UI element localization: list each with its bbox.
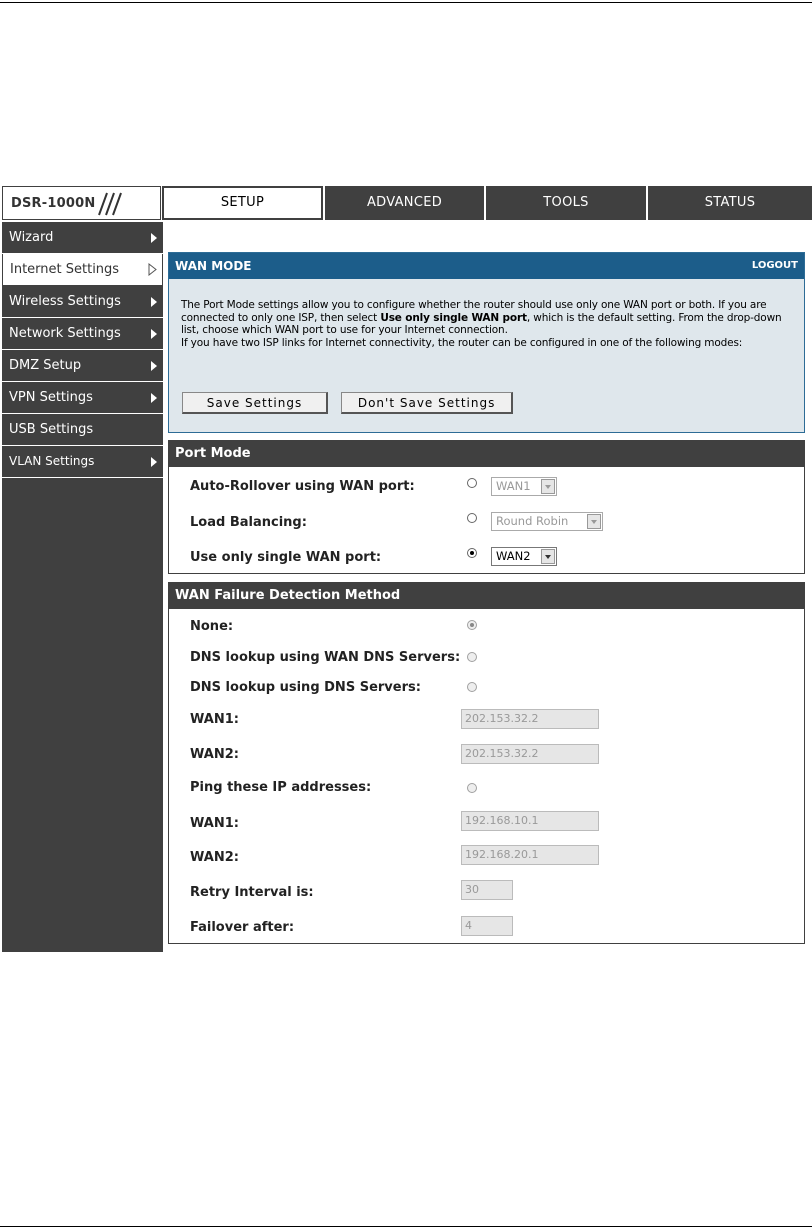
wan-failure-panel (168, 582, 805, 944)
single-wan-port-select[interactable] (491, 547, 557, 566)
port-mode-header: Port Mode (169, 441, 804, 467)
port-mode-panel (168, 440, 805, 574)
dropdown-arrow-icon (541, 549, 555, 564)
select-value: Round Robin (496, 514, 569, 528)
select-value: WAN2 (496, 549, 531, 563)
tab-tools[interactable]: TOOLS (484, 186, 646, 220)
bottom-page-rule (0, 1226, 812, 1227)
description-text: If you have two ISP links for Internet connectivity, the router can be configured in one of the following modes: (181, 336, 743, 349)
wan2-dns-input[interactable]: 202.153.32.2 (461, 744, 599, 764)
dns-wan-servers-label: DNS lookup using WAN DNS Servers: (190, 650, 461, 665)
wan-mode-description (169, 279, 804, 349)
auto-rollover-select[interactable] (491, 477, 557, 496)
sidebar-item-label: Internet Settings (10, 262, 120, 277)
top-page-rule (0, 2, 812, 3)
wan1-ping-label: WAN1: (190, 816, 239, 831)
auto-rollover-radio[interactable] (467, 478, 477, 488)
retry-interval-label: Retry Interval is: (190, 885, 314, 900)
sidebar-item-wireless-settings[interactable] (2, 286, 163, 318)
device-model: DSR-1000N (11, 196, 96, 211)
sidebar-item-label: Wizard (9, 230, 54, 245)
dropdown-arrow-icon (541, 479, 555, 494)
load-balancing-label: Load Balancing: (190, 515, 307, 530)
sidebar-item-label: VLAN Settings (9, 454, 95, 468)
chevron-right-outline-icon (148, 263, 157, 276)
description-text: , which is the default setting. From the drop-down list, choose which WAN port to use for your Internet connection. (181, 311, 782, 336)
wan1-ping-input[interactable]: 192.168.10.1 (461, 811, 599, 831)
device-logo (2, 186, 161, 220)
dont-save-settings-button[interactable]: Don't Save Settings (341, 392, 513, 414)
chevron-right-icon (151, 297, 157, 307)
chevron-right-icon (151, 329, 157, 339)
wan-failure-header: WAN Failure Detection Method (169, 583, 804, 609)
load-balancing-radio[interactable] (467, 513, 477, 523)
ping-ip-radio[interactable] (467, 783, 477, 793)
main-tabs (162, 186, 812, 220)
wan2-dns-label: WAN2: (190, 747, 239, 762)
none-label: None: (190, 619, 234, 634)
panel-title: WAN MODE (175, 259, 252, 273)
select-value: WAN1 (496, 479, 531, 493)
top-header (0, 186, 812, 220)
dns-wan-servers-radio[interactable] (467, 652, 477, 662)
description-text: The Port Mode settings allow you to configure whether the router should use only one WAN port or both. If you are connected to only one ISP, then select (181, 299, 767, 324)
save-settings-button[interactable]: Save Settings (182, 392, 328, 414)
chevron-right-icon (151, 393, 157, 403)
single-wan-port-label: Use only single WAN port: (190, 550, 382, 565)
wan-mode-header (169, 253, 804, 279)
sidebar-item-internet-settings[interactable] (2, 254, 163, 286)
tab-advanced[interactable]: ADVANCED (323, 186, 484, 220)
chevron-right-icon (151, 233, 157, 243)
sidebar-item-vpn-settings[interactable] (2, 382, 163, 414)
sidebar-item-label: USB Settings (9, 422, 94, 437)
action-buttons (182, 392, 521, 414)
wan2-ping-label: WAN2: (190, 850, 239, 865)
auto-rollover-label: Auto-Rollover using WAN port: (190, 479, 415, 494)
sidebar-item-usb-settings[interactable] (2, 414, 163, 446)
dns-servers-radio[interactable] (467, 682, 477, 692)
sidebar-item-dmz-setup[interactable] (2, 350, 163, 382)
logo-slashes-icon (93, 187, 133, 221)
none-radio[interactable] (467, 620, 477, 630)
sidebar-item-vlan-settings[interactable] (2, 446, 163, 478)
wan1-dns-label: WAN1: (190, 712, 239, 727)
sidebar-item-label: DMZ Setup (9, 358, 82, 373)
sidebar-item-label: VPN Settings (9, 390, 93, 405)
chevron-right-icon (151, 457, 157, 467)
ping-ip-label: Ping these IP addresses: (190, 780, 372, 795)
failover-after-label: Failover after: (190, 920, 295, 935)
sidebar-item-network-settings[interactable] (2, 318, 163, 350)
tab-setup[interactable]: SETUP (162, 186, 323, 220)
sidebar (2, 222, 163, 952)
logout-link[interactable]: LOGOUT (751, 260, 798, 271)
sidebar-item-label: Wireless Settings (9, 294, 121, 309)
description-bold-text: Use only single WAN port (380, 311, 527, 324)
chevron-right-icon (151, 361, 157, 371)
dns-servers-label: DNS lookup using DNS Servers: (190, 680, 421, 695)
dropdown-arrow-icon (587, 514, 601, 529)
failover-after-input[interactable]: 4 (461, 916, 513, 936)
wan1-dns-input[interactable]: 202.153.32.2 (461, 709, 599, 729)
sidebar-item-wizard[interactable] (2, 222, 163, 254)
single-wan-port-radio[interactable] (467, 548, 477, 558)
sidebar-item-label: Network Settings (9, 326, 121, 341)
wan-mode-panel (168, 252, 805, 433)
load-balancing-select[interactable] (491, 512, 603, 531)
wan2-ping-input[interactable]: 192.168.20.1 (461, 845, 599, 865)
tab-status[interactable]: STATUS (646, 186, 812, 220)
retry-interval-input[interactable]: 30 (461, 880, 513, 900)
